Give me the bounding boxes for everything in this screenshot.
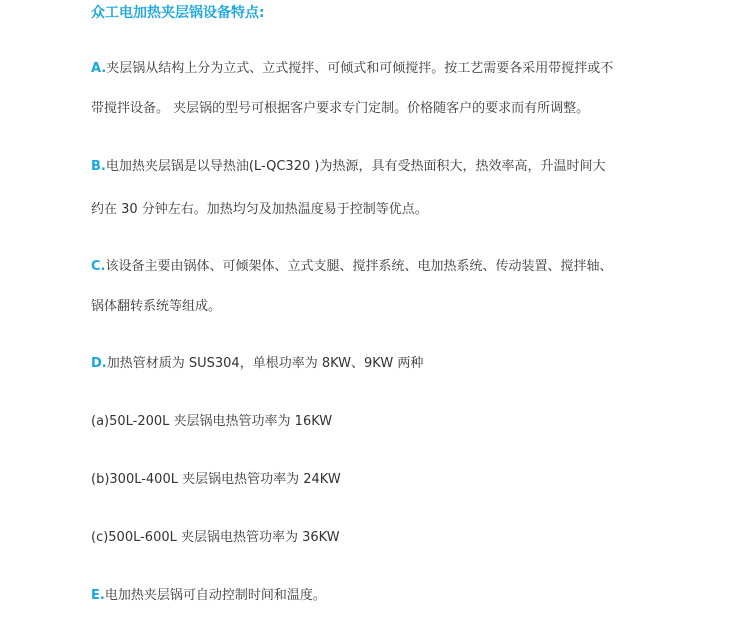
section-e-line-1 <box>91 587 326 605</box>
page-title: 众工电加热夹层锅设备特点: <box>91 5 265 21</box>
section-d-marker: D. <box>91 356 107 371</box>
section-c-text-2: 锅体翻转系统等组成。 <box>91 299 222 314</box>
section-a-line-2 <box>91 100 589 118</box>
section-e-marker: E. <box>91 588 105 603</box>
section-a-line-1 <box>91 60 613 78</box>
section-b-text-1: 电加热夹层锅是以导热油(L-QC320 )为热源，具有受热面积大，热效率高，升温时间大 <box>105 159 606 174</box>
section-b-line-2 <box>91 201 428 219</box>
section-a-text-1: 夹层锅从结构上分为立式、立式搅拌、可倾式和可倾搅拌。按工艺需要各采用带搅拌或不 <box>106 61 614 76</box>
section-e-text-1: 电加热夹层锅可自动控制时间和温度。 <box>104 588 326 603</box>
section-c-line-2 <box>91 298 221 316</box>
section-d-item-a: (a)50L-200L 夹层锅电热管功率为 16KW <box>91 414 333 429</box>
section-d-line-1 <box>91 355 423 373</box>
section-a-text-2: 带搅拌设备。 夹层锅的型号可根据客户要求专门定制。价格随客户的要求而有所调整。 <box>91 101 590 116</box>
section-d-text-1: 加热管材质为 SUS304，单根功率为 8KW、9KW 两种 <box>106 356 424 371</box>
section-a-marker: A. <box>91 61 107 76</box>
section-b-marker: B. <box>91 159 106 174</box>
section-d-item-b: (b)300L-400L 夹层锅电热管功率为 24KW <box>91 472 341 487</box>
section-d-item-c: (c)500L-600L 夹层锅电热管功率为 36KW <box>91 530 340 545</box>
section-c-text-1: 该设备主要由锅体、可倾架体、立式支腿、搅拌系统、电加热系统、传动装置、搅拌轴、 <box>105 259 613 274</box>
section-b-text-2: 约在 30 分钟左右。加热均匀及加热温度易于控制等优点。 <box>91 202 428 217</box>
section-b-line-1 <box>91 158 605 176</box>
section-c-line-1 <box>91 258 613 276</box>
section-c-marker: C. <box>91 259 106 274</box>
